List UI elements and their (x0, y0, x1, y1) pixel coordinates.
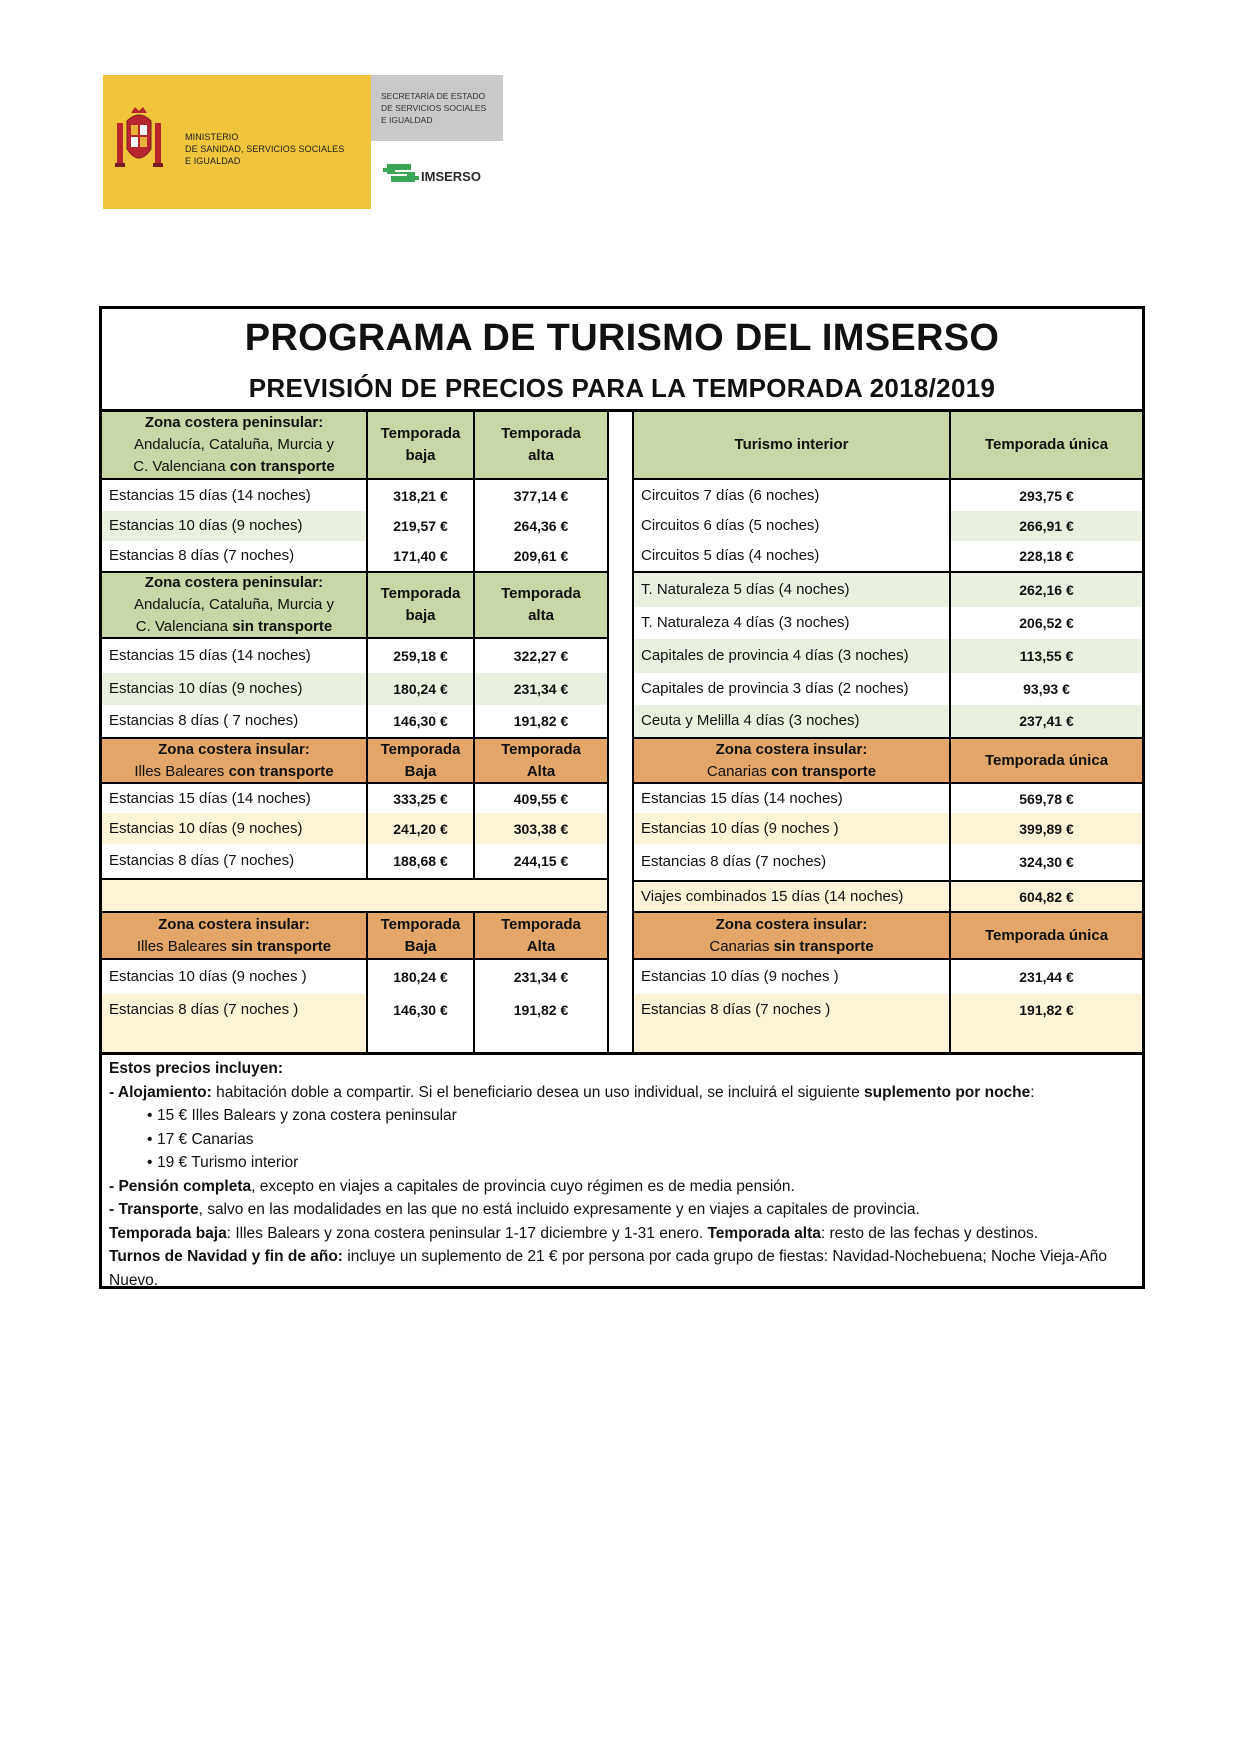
header-line: Zona costera insular: (715, 740, 868, 758)
table-row-label: Capitales de provincia 4 días (3 noches) (634, 639, 951, 673)
price-alta: 231,34 € (475, 673, 607, 705)
price-unica: 206,52 € (951, 607, 1142, 639)
note-bold: - Alojamiento: (109, 1083, 212, 1101)
header-bold-tail: sin transporte (232, 618, 333, 635)
canarias-sin-header (634, 913, 951, 960)
note-bold: - Pensión completa (109, 1177, 252, 1195)
note-transporte (109, 1198, 1132, 1222)
interior-header: Turismo interior (634, 412, 951, 480)
price-baja: 318,21 € (368, 480, 475, 511)
ministry-line: E IGUALDAD (185, 156, 241, 166)
col-header-line: Alta (526, 937, 556, 955)
col-header-line: Temporada (380, 740, 461, 758)
baleares-con-col-baja (368, 737, 475, 784)
table-row-label: Estancias 15 días (14 noches) (634, 784, 951, 813)
table-row-label: Circuitos 5 días (4 noches) (634, 541, 951, 571)
col-header-line: baja (405, 607, 436, 624)
header-line: Canarias (706, 762, 772, 780)
notes-divider (102, 1052, 1142, 1055)
table-row-label: Estancias 10 días (9 noches) (102, 673, 368, 705)
col-header-line: Alta (526, 762, 556, 780)
col-header-line: Baja (404, 937, 437, 955)
header-bold-tail: con transporte (228, 762, 334, 780)
ministry-line: DE SANIDAD, SERVICIOS SOCIALES (185, 144, 345, 154)
price-alta: 409,55 € (475, 784, 607, 813)
note-bold: Temporada alta (707, 1224, 821, 1242)
baleares-sin-header (102, 913, 368, 960)
price-unica: 324,30 € (951, 844, 1142, 880)
price-baja: 259,18 € (368, 639, 475, 673)
price-unica: 266,91 € (951, 511, 1142, 541)
note-text: , salvo en las modalidades en las que no está incluido expresamente y en viajes a capitales de provincia. (198, 1201, 920, 1218)
header-line: C. Valenciana (133, 458, 230, 475)
note-bold: Temporada baja (109, 1224, 227, 1242)
price-unica: 231,44 € (951, 960, 1142, 994)
secretaria-line: E IGUALDAD (381, 115, 433, 125)
price-baja: 180,24 € (368, 960, 475, 994)
header-line: Zona costera insular: (715, 915, 868, 933)
price-unica: 569,78 € (951, 784, 1142, 813)
peninsular-sin-col-baja (368, 571, 475, 639)
note-turnos (109, 1245, 1132, 1292)
col-header-line: Temporada (380, 915, 461, 933)
price-alta: 377,14 € (475, 480, 607, 511)
table-row-label: Estancias 8 días (7 noches) (102, 844, 368, 880)
column-gap (607, 412, 634, 1052)
table-row-label: Estancias 15 días (14 noches) (102, 480, 368, 511)
price-unica: 293,75 € (951, 480, 1142, 511)
col-header-line: baja (405, 447, 436, 464)
table-row-label: Estancias 15 días (14 noches) (102, 639, 368, 673)
price-baja: 188,68 € (368, 844, 475, 880)
price-unica: 113,55 € (951, 639, 1142, 673)
table-row-label: Estancias 15 días (14 noches) (102, 784, 368, 813)
list-item: • 19 € Turismo interior (109, 1151, 1132, 1175)
price-baja: 180,24 € (368, 673, 475, 705)
notes-heading: Estos precios incluyen: (109, 1060, 283, 1077)
header-line: Andalucía, Cataluña, Murcia y (133, 436, 335, 453)
table-row-label: Viajes combinados 15 días (14 noches) (634, 880, 951, 913)
ministry-logo (103, 75, 503, 209)
price-unica: 228,18 € (951, 541, 1142, 571)
note-alojamiento (109, 1081, 1132, 1105)
note-text: habitación doble a compartir. Si el beneficiario desea un uso individual, se incluirá el siguiente (211, 1083, 865, 1101)
canarias-con-col-unica: Temporada única (951, 737, 1142, 784)
table-row-label: Estancias 10 días (9 noches) (102, 813, 368, 844)
price-baja: 241,20 € (368, 813, 475, 844)
note-text: : Illes Balears y zona costera peninsular 1-17 diciembre y 1-31 enero. (226, 1224, 708, 1242)
header-bold-tail: con transporte (771, 762, 877, 780)
ministry-line: MINISTERIO (185, 132, 239, 142)
col-header-line: alta (528, 607, 554, 624)
baleares-sin-col-alta (475, 913, 607, 960)
peninsular-con-col-baja (368, 412, 475, 480)
baleares-con-col-alta (475, 737, 607, 784)
note-text: : (1030, 1083, 1035, 1101)
table-row-label: Estancias 10 días (9 noches) (102, 511, 368, 541)
table-row-label: Ceuta y Melilla 4 días (3 noches) (634, 705, 951, 737)
note-bold: Turnos de Navidad y fin de año: (109, 1248, 343, 1265)
price-alta: 231,34 € (475, 960, 607, 994)
note-bold: suplemento por noche (864, 1083, 1031, 1101)
table-row-label: T. Naturaleza 4 días (3 noches) (634, 607, 951, 639)
page-title: PROGRAMA DE TURISMO DEL IMSERSO (244, 317, 1000, 359)
table-row-label: T. Naturaleza 5 días (4 noches) (634, 571, 951, 607)
table-row-label: Capitales de provincia 3 días (2 noches) (634, 673, 951, 705)
price-unica: 93,93 € (951, 673, 1142, 705)
price-baja: 146,30 € (368, 994, 475, 1052)
price-alta: 244,15 € (475, 844, 607, 880)
note-text: , excepto en viajes a capitales de provincia cuyo régimen es de media pensión. (251, 1177, 795, 1195)
price-unica: 399,89 € (951, 813, 1142, 844)
price-unica: 604,82 € (951, 880, 1142, 913)
baleares-con-header (102, 737, 368, 784)
page-subtitle: PREVISIÓN DE PRECIOS PARA LA TEMPORADA 2018/2019 (248, 373, 996, 403)
price-baja: 219,57 € (368, 511, 475, 541)
col-header-line: Temporada (501, 585, 581, 602)
note-temporadas (109, 1222, 1132, 1246)
peninsular-sin-col-alta (475, 571, 607, 639)
note-pension (109, 1175, 1132, 1199)
price-table-box (99, 306, 1145, 1289)
header-bold-tail: sin transporte (773, 937, 874, 955)
peninsular-sin-header (102, 571, 368, 639)
peninsular-con-col-alta (475, 412, 607, 480)
header-line: C. Valenciana (135, 618, 233, 635)
price-alta: 303,38 € (475, 813, 607, 844)
header-line: Canarias (709, 937, 774, 955)
price-unica: 237,41 € (951, 705, 1142, 737)
header-line: Andalucía, Cataluña, Murcia y (133, 596, 335, 613)
header-line: Zona costera peninsular: (144, 574, 324, 591)
col-header-line: Temporada (380, 425, 461, 442)
imserso-logo-icon (383, 158, 419, 188)
table-row-label: Estancias 8 días (7 noches) (102, 541, 368, 571)
canarias-con-header (634, 737, 951, 784)
table-row-label: Circuitos 7 días (6 noches) (634, 480, 951, 511)
price-unica: 262,16 € (951, 571, 1142, 607)
price-unica: 191,82 € (951, 994, 1142, 1052)
header-line: Illes Baleares (134, 762, 229, 780)
imserso-wordmark: IMSERSO (421, 169, 481, 184)
header-bold-tail: sin transporte (231, 937, 332, 955)
peninsular-con-header (102, 412, 368, 480)
secretaria-line: DE SERVICIOS SOCIALES (381, 103, 487, 113)
table-row-label: Estancias 10 días (9 noches ) (634, 813, 951, 844)
table-row-label: Estancias 8 días ( 7 noches) (102, 705, 368, 737)
baleares-sin-col-baja (368, 913, 475, 960)
header-line: Zona costera peninsular: (144, 414, 324, 431)
canarias-sin-col-unica: Temporada única (951, 913, 1142, 960)
list-item: • 17 € Canarias (109, 1128, 1132, 1152)
table-row-label: Estancias 8 días (7 noches ) (634, 994, 951, 1052)
coat-of-arms-icon (113, 105, 165, 177)
price-alta: 209,61 € (475, 541, 607, 571)
note-bold: - Transporte (109, 1201, 199, 1218)
notes-section (109, 1057, 1132, 1292)
price-baja: 146,30 € (368, 705, 475, 737)
table-row-label: Estancias 8 días (7 noches ) (102, 994, 368, 1052)
secretaria-line: SECRETARÍA DE ESTADO (381, 91, 486, 101)
price-alta: 322,27 € (475, 639, 607, 673)
interior-col-unica: Temporada única (951, 412, 1142, 480)
table-row-label: Estancias 8 días (7 noches) (634, 844, 951, 880)
col-header-line: alta (528, 447, 554, 464)
col-header-line: Baja (404, 762, 437, 780)
list-item: • 15 € Illes Balears y zona costera peninsular (109, 1104, 1132, 1128)
table-row-label: Estancias 10 días (9 noches ) (634, 960, 951, 994)
price-alta: 191,82 € (475, 705, 607, 737)
header-line: Zona costera insular: (158, 915, 310, 933)
secretaria-name (381, 90, 486, 126)
price-baja: 171,40 € (368, 541, 475, 571)
col-header-line: Temporada (501, 425, 581, 442)
note-text: : resto de las fechas y destinos. (820, 1224, 1039, 1242)
price-baja: 333,25 € (368, 784, 475, 813)
price-alta: 264,36 € (475, 511, 607, 541)
table-row-label: Estancias 10 días (9 noches ) (102, 960, 368, 994)
header-line: Zona costera insular: (158, 740, 310, 758)
table-row-label: Circuitos 6 días (5 noches) (634, 511, 951, 541)
note-text: incluye un suplemento de 21 € por persona por cada grupo de fiestas: Navidad-Nochebuena; Noche Vieja-Año Nuevo. (109, 1248, 1107, 1289)
price-alta: 191,82 € (475, 994, 607, 1052)
col-header-line: Temporada (380, 585, 461, 602)
header-bold-tail: con transporte (229, 458, 335, 475)
ministry-name (185, 131, 344, 167)
col-header-line: Temporada (501, 740, 581, 758)
header-line: Illes Baleares (136, 937, 232, 955)
col-header-line: Temporada (501, 915, 581, 933)
spacer-row (102, 880, 607, 913)
